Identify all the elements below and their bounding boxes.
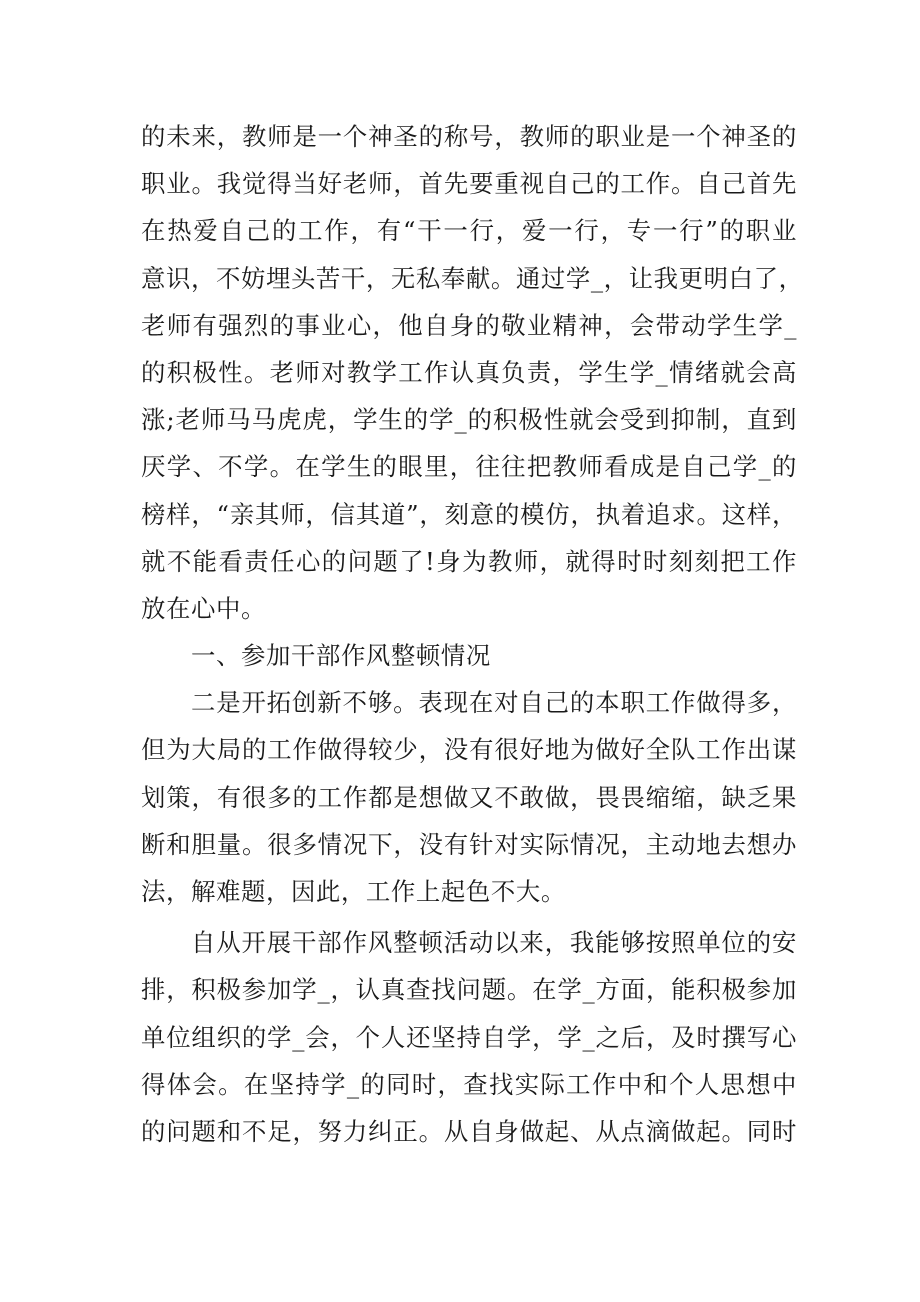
- text-line: 法，解难题，因此，工作上起色不大。: [141, 877, 566, 906]
- text-line: 意识，不妨埋头苦干，无私奉献。通过学_，让我更明白了，: [141, 263, 804, 293]
- text-line: 的问题和不足，努力纠正。从自身做起、从点滴做起。同时: [141, 1116, 797, 1146]
- text-line: 的未来，教师是一个神圣的称号，教师的职业是一个神圣的: [141, 122, 797, 151]
- text-line: 涨;老师马马虎虎，学生的学_的积极性就会受到抑制，直到: [141, 405, 797, 435]
- text-line: 排，积极参加学_，认真查找问题。在学_方面，能积极参加: [141, 975, 797, 1005]
- text-line: 的积极性。老师对教学工作认真负责，学生学_情绪就会高: [141, 357, 797, 387]
- text-line: 放在心中。: [141, 593, 266, 623]
- text-line: 断和胆量。很多情况下，没有针对实际情况，主动地去想办: [141, 829, 797, 859]
- text-line: 一、参加干部作风整顿情况: [191, 641, 491, 671]
- text-line: 得体会。在坚持学_的同时，查找实际工作中和个人思想中: [141, 1069, 797, 1099]
- text-line: 自从开展干部作风整顿活动以来，我能够按照单位的安: [191, 928, 797, 958]
- text-line: 二是开拓创新不够。表现在对自己的本职工作做得多，: [191, 688, 797, 718]
- text-line: 职业。我觉得当好老师，首先要重视自己的工作。自己首先: [141, 169, 797, 199]
- document-body: [141, 113, 804, 1155]
- text-line: 就不能看责任心的问题了!身为教师，就得时时刻刻把工作: [141, 546, 797, 576]
- text-line: 但为大局的工作做得较少，没有很好地为做好全队工作出谋: [141, 735, 797, 765]
- text-line: 榜样，“亲其师，信其道”，刻意的模仿，执着追求。这样，: [141, 499, 797, 529]
- text-line: 厌学、不学。在学生的眼里，往往把教师看成是自己学_的: [141, 452, 797, 482]
- text-line: 单位组织的学_会，个人还坚持自学，学_之后，及时撰写心: [141, 1022, 797, 1052]
- text-line: 在热爱自己的工作，有“干一行，爱一行，专一行”的职业: [141, 216, 797, 246]
- text-line: 划策，有很多的工作都是想做又不敢做，畏畏缩缩，缺乏果: [141, 782, 797, 812]
- text-line: 老师有强烈的事业心，他自身的敬业精神，会带动学生学_: [141, 310, 797, 340]
